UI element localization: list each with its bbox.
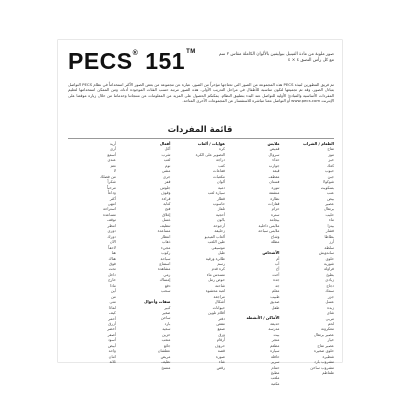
brand-trademark: TM (186, 49, 196, 55)
vocabulary-item: قميص (269, 146, 280, 152)
vocabulary-item: زبادي (325, 277, 334, 283)
vocabulary-item: دفع (164, 282, 171, 288)
vocabulary-item: إغلاق (162, 211, 171, 217)
vocabulary-item: هناك (108, 255, 116, 261)
category-heading: صفات وأحوال (144, 299, 171, 305)
vocabulary-item: أريد (109, 141, 116, 146)
vocabulary-item: انتظار (161, 233, 171, 239)
vocabulary-item: عنب (326, 190, 334, 196)
vocabulary-item: طفل (271, 304, 280, 310)
vocabulary-item: حاسوب (212, 200, 225, 206)
vocabulary-item: متى (109, 299, 116, 305)
vocabulary-item: سيارة (270, 348, 280, 354)
vocabulary-item: لماذا (108, 304, 116, 310)
vocabulary-item: لا (113, 168, 116, 174)
vocabulary-item: كتب (218, 162, 225, 168)
vocabulary-item: ملابس سباحة (258, 228, 280, 234)
vocabulary-item: سعيد (162, 326, 171, 332)
vocabulary-item: منشفة (268, 190, 280, 196)
vocabulary-item: صورة (215, 353, 225, 359)
vocabulary-item: التصوير على الكرة (195, 151, 225, 157)
vocabulary-item: بيتزا (327, 222, 334, 228)
vocabulary-item: تفاح (327, 146, 334, 152)
brand-title (68, 48, 196, 75)
vocabulary-item: مشروب بارد (314, 359, 334, 365)
vocabulary-item: معكرونة (321, 326, 334, 332)
vocabulary-item: دراجة (215, 157, 225, 163)
vocabulary-list-title: قائمة المفردات (167, 125, 233, 135)
vocabulary-item: سيارة لعب (207, 190, 225, 196)
vocabulary-column-2 (232, 141, 280, 386)
vocabulary-item: لحم (327, 320, 334, 326)
vocabulary-item: أحمر (108, 315, 116, 321)
vocabulary-item: تنظيف (160, 222, 171, 228)
vocabulary-item: بيض (327, 195, 334, 201)
vocabulary-item: مساعدة (103, 211, 116, 217)
vocabulary-item: بالون (216, 217, 225, 223)
brand-name: PECS (68, 48, 133, 74)
vocabulary-item: مكعبات (213, 173, 225, 179)
vocabulary-item: تحت (108, 266, 116, 272)
divider (68, 138, 334, 139)
vocabulary-item: متجر (271, 337, 280, 343)
vocabulary-item: رسم (217, 260, 225, 266)
vocabulary-item: مظلة (271, 239, 280, 245)
vocabulary-item: طائرة ورقية (205, 255, 225, 261)
vocabulary-item: ماذا (109, 282, 116, 288)
vocabulary-item: حزين (162, 331, 171, 337)
vocabulary-item: غسل (162, 217, 171, 223)
vocabulary-item: قراءة (161, 195, 171, 201)
vocabulary-item: متسخ (161, 364, 171, 370)
category-heading: الأماكن / الأنشطة (246, 315, 280, 321)
category-heading: ملابس (267, 141, 280, 146)
vocabulary-item: عطشان (157, 348, 171, 354)
vocabulary-item: نعم (110, 162, 116, 168)
vocabulary-item: عندي (107, 157, 116, 163)
vocabulary-item: شاحنة (215, 282, 225, 288)
vocabulary-item: ألوان (216, 179, 225, 185)
intro-paragraph: تم فريق المطورين لنبذة PECS هذه المجموعة من الصور التي تحتاجها مؤخراً من الصور، عبارة عن مجموعة من بعض الصور الأكثر استخداماً في نظام PECS التواصل بتبادل الصور، وقد تم تجميعها لتكون مناسبة للأطفال في مراحل التدريب الأولى. هذه الصور مرتبة حسب الفئات الموجودة أدناه، ومن الممكن استخدامها لتعليم المفردات الأساسية والمبادئ الأولية للتواصل عند البدء بتطبيق النظام. يمكنكم الحصول على المزيد من المعلومات عن منتجاتنا وخدماتنا من خلال زيارة موقعنا على الإنترنت www.pecs.com أو التواصل معنا مباشرة للاستفسار عن المجموعات الأخرى المتاحة. (68, 82, 334, 104)
vocabulary-item: ركوب (161, 250, 171, 256)
vocabulary-item: سروال (268, 151, 280, 157)
vocabulary-item: عصير برتقال (313, 331, 334, 337)
vocabulary-item: أين (110, 288, 116, 294)
vocabulary-item: أرى (110, 146, 116, 152)
vocabulary-item: ماء (329, 217, 334, 223)
vocabulary-item: كرة (219, 146, 225, 152)
vocabulary-item: نظارة (270, 195, 280, 201)
product-subtitle: صور ملونة من مادة الفينيل ببوليفين بالألوان الكاملة مقاس ٢ سم مع كل رأس التصق ٤ × ٤ (218, 52, 334, 63)
vocabulary-item: سلطة (324, 244, 334, 250)
vocabulary-item: داخل (107, 271, 116, 277)
vocabulary-item: معطف (268, 173, 280, 179)
vocabulary-item: أخضر (107, 326, 116, 332)
vocabulary-item: متعب (161, 337, 171, 343)
category-heading: أفعال (159, 141, 171, 146)
vocabulary-item: واحد (108, 348, 116, 354)
vocabulary-item: مربى (325, 315, 334, 321)
vocabulary-item: بارد (164, 320, 171, 326)
vocabulary-item: استراحة (102, 206, 116, 212)
vocabulary-item: بيت (273, 331, 280, 337)
vocabulary-item: حمام (271, 364, 280, 370)
vocabulary-item: أكثر (109, 195, 116, 201)
vocabulary-item: حديقة (270, 320, 280, 326)
vocabulary-item: خارج (108, 277, 116, 283)
vocabulary-item: سمك (325, 288, 334, 294)
vocabulary-item: أسود (107, 337, 116, 343)
vocabulary-item: حبوب (324, 168, 334, 174)
category-heading: هوايات / ألعاب (197, 141, 225, 146)
vocabulary-item: عصير تفاح (317, 342, 334, 348)
vocabulary-item: أصفر (107, 331, 116, 337)
vocabulary-item: مشاهدة (157, 266, 171, 272)
vocabulary-item: جائع (163, 342, 171, 348)
vocabulary-item: جبن (327, 173, 334, 179)
vocabulary-column-3 (177, 141, 225, 370)
vocabulary-item: ألعاب الفيديو (204, 233, 225, 239)
vocabulary-item: من فضلك (100, 173, 116, 179)
vocabulary-item: مدرسة (268, 326, 280, 332)
vocabulary-item: موسيقى (211, 244, 225, 250)
vocabulary-item: قبعة (272, 168, 280, 174)
vocabulary-item: أبيض (107, 342, 116, 348)
vocabulary-item: حيوانات (212, 304, 225, 310)
vocabulary-item: قفازات (268, 200, 280, 206)
vocabulary-item: جزر (327, 293, 334, 299)
vocabulary-item: مساعدة (157, 228, 171, 234)
vocabulary-item: كعك (327, 162, 334, 168)
vocabulary-item: أرقام (216, 337, 225, 343)
vocabulary-item: فشار (325, 228, 334, 234)
vocabulary-item: جدة (273, 277, 280, 283)
vocabulary-item: حزام (271, 206, 280, 212)
vocabulary-item: عصير (325, 200, 334, 206)
vocabulary-item: كتابة (163, 200, 171, 206)
category-heading: الأشخاص (262, 250, 280, 256)
vocabulary-column-1 (286, 141, 334, 376)
vocabulary-item: رقص (216, 364, 225, 370)
vocabulary-item: دجاج (326, 282, 334, 288)
vocabulary-item: بطاطا (324, 233, 334, 239)
vocabulary-item: توقف (107, 217, 116, 223)
header (68, 46, 334, 80)
vocabulary-item: قفز (164, 179, 171, 185)
document-page (58, 40, 342, 386)
vocabulary-item: أم (276, 255, 280, 261)
vocabulary-item: أرجوحة (213, 222, 225, 228)
vocabulary-item: لعبة محشوة (205, 288, 225, 294)
vocabulary-item: ملعب (270, 375, 280, 381)
vocabulary-item: جلوس (160, 184, 171, 190)
vocabulary-item: أزرق (108, 320, 116, 326)
vocabulary-item: نوم (165, 162, 171, 168)
brand-number: 151 (145, 48, 186, 74)
vocabulary-item: هنا (111, 250, 116, 256)
vocabulary-item: شكراً (107, 179, 116, 185)
vocabulary-item: سباحة (160, 255, 171, 261)
vocabulary-item: دورك (107, 233, 116, 239)
vocabulary-item: جوارب (268, 162, 280, 168)
vocabulary-item: وداعاً (107, 190, 116, 196)
brand-registered-mark: ® (132, 50, 139, 57)
vocabulary-item: مجيء (160, 244, 171, 250)
vocabulary-item: الآن (109, 239, 116, 245)
vocabulary-item: انتهى (107, 200, 116, 206)
vocabulary-item: اثنان (108, 353, 116, 359)
vocabulary-item: لاحقاً (108, 244, 116, 250)
vocabulary-item: أكل (164, 146, 171, 152)
vocabulary-item: وقوف (160, 190, 171, 196)
vocabulary-item: فستان (269, 179, 280, 185)
vocabulary-item: أب (274, 260, 280, 266)
vocabulary-item: كيف (108, 310, 116, 316)
vocabulary-item: خيار (327, 337, 334, 343)
vocabulary-item: نظيف (161, 359, 171, 365)
vocabulary-item: أخ (275, 266, 280, 272)
vocabulary-item: طبيب (270, 293, 280, 299)
vocabulary-item: انتظر (107, 222, 116, 228)
vocabulary-item: مرحباً (107, 184, 116, 190)
vocabulary-item: شوربة (323, 260, 334, 266)
vocabulary-item: مشروب ساخن (310, 364, 334, 370)
vocabulary-item: مشي (161, 168, 171, 174)
vocabulary-item: سرير (271, 359, 280, 365)
vocabulary-item: طبل (217, 250, 225, 256)
vocabulary-item: عسل (325, 299, 334, 305)
vocabulary-column-4 (123, 141, 171, 370)
vocabulary-item: إمساك (159, 277, 171, 283)
vocabulary-item: كرة قدم (211, 266, 225, 272)
vocabulary-item: برتقال (323, 206, 334, 212)
vocabulary-item: جد (275, 282, 280, 288)
vocabulary-item: كبير (164, 304, 171, 310)
vocabulary-item: زبدة (327, 304, 334, 310)
vocabulary-item: تنورة (271, 184, 280, 190)
vocabulary-item: زحليقة (214, 228, 225, 234)
vocabulary-item: شاي (326, 310, 334, 316)
vocabulary-item: فتح (164, 206, 171, 212)
vocabulary-item: بطيخ (326, 271, 334, 277)
vocabulary-item: مطعم (269, 342, 280, 348)
vocabulary-item: قصة (217, 348, 225, 354)
vocabulary-item: أخت (272, 271, 280, 277)
vocabulary-item: دوري (107, 228, 116, 234)
vocabulary-item: حروف (214, 342, 225, 348)
vocabulary-item: وشاح (270, 233, 280, 239)
vocabulary-item: بسكويت (320, 184, 334, 190)
vocabulary-item: جري (162, 173, 171, 179)
vocabulary-item: صديق (270, 299, 280, 305)
vocabulary-item: استماع (159, 260, 171, 266)
vocabulary-item: مطبخ (270, 370, 280, 375)
vocabulary-item: أشكال (214, 299, 225, 305)
vocabulary-item: خبز (328, 157, 334, 163)
vocabulary-item: صغير (162, 310, 171, 316)
vocabulary-item: شوكولا (322, 179, 334, 185)
vocabulary-item: أسمع (107, 151, 116, 157)
vocabulary-item: رمي (163, 271, 171, 277)
vocabulary-item: شطيرة (322, 353, 334, 359)
vocabulary-item: ثلاثة (109, 359, 116, 365)
vocabulary-item: أحجية (215, 211, 225, 217)
vocabulary-item: حليب (325, 211, 334, 217)
vocabulary-item: من (110, 293, 116, 299)
vocabulary-item: طين اللعب (207, 239, 225, 245)
vocabulary-item: معلم (271, 288, 280, 294)
vocabulary-item: شرب (161, 151, 171, 157)
vocabulary-item: مكتبة (271, 380, 280, 386)
category-heading: الطعام / الشراب (303, 141, 334, 146)
vocabulary-item: دمية (218, 184, 225, 190)
vocabulary-item: فوق (109, 260, 116, 266)
vocabulary-item: ورق (218, 331, 225, 337)
vocabulary-item: دفتر (218, 315, 225, 321)
vocabulary-column-5 (68, 141, 116, 365)
vocabulary-item: فقاعات (213, 168, 225, 174)
vocabulary-item: حافلة (270, 353, 280, 359)
vocabulary-item: فراولة (324, 266, 334, 272)
vocabulary-item: موز (328, 151, 334, 157)
vocabulary-item: ملابس داخلية (258, 222, 280, 228)
vocabulary-item: ساندويش (318, 250, 334, 256)
vocabulary-item: حذاء (272, 157, 280, 163)
vocabulary-item: مراجعة (213, 293, 225, 299)
vocabulary-item: ذهاب (161, 239, 171, 245)
vocabulary-item: حوض رمل (208, 277, 225, 283)
vocabulary-item: مريض (160, 353, 171, 359)
vocabulary-item: بيجامة (269, 217, 280, 223)
vocabulary-item: سترة (271, 211, 280, 217)
vocabulary-item: مقص (216, 320, 225, 326)
vocabulary-item: صمغ (217, 326, 225, 332)
vocabulary-item: غناء (218, 359, 225, 365)
vocabulary-item: تلفاز (217, 206, 225, 212)
vocabulary-item: حلوى (325, 255, 334, 261)
vocabulary-item: مسدس ماء (206, 271, 225, 277)
vocabulary-columns (68, 141, 334, 386)
vocabulary-item: ساخن (160, 315, 171, 321)
vocabulary-item: طماطم (322, 370, 334, 376)
vocabulary-item: حلوى صغيرة (313, 348, 334, 354)
vocabulary-item: لعب (163, 157, 171, 163)
vocabulary-item: سحب (161, 288, 171, 294)
vocabulary-item: قطار (217, 195, 225, 201)
vocabulary-item: أرز (329, 239, 334, 245)
vocabulary-item: أقلام تلوين (208, 310, 225, 316)
